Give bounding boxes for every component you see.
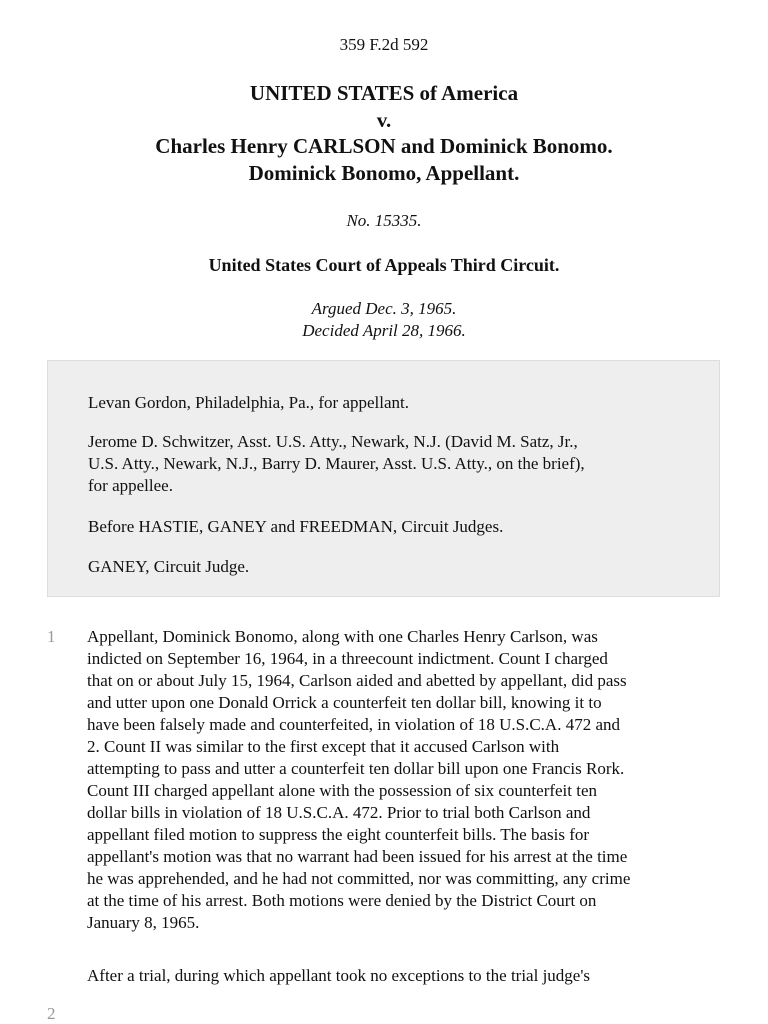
paragraph-number: 2 — [47, 1004, 56, 1023]
case-citation: 359 F.2d 592 — [339, 35, 429, 54]
paragraph-line: have been falsely made and counterfeited, in violation of 18 U.S.C.A. 472 and — [87, 715, 620, 734]
counsel-appellant: Levan Gordon, Philadelphia, Pa., for appellant. — [88, 393, 410, 412]
opinion-paragraph — [87, 626, 722, 934]
case-dates — [0, 298, 768, 342]
court-name: United States Court of Appeals Third Circuit. — [208, 255, 560, 275]
decided-date: Decided April 28, 1966. — [302, 321, 466, 340]
paragraph-line: January 8, 1965. — [87, 913, 200, 932]
paragraph-line: and utter upon one Donald Orrick a counterfeit ten dollar bill, knowing it to — [87, 693, 602, 712]
paragraph-line: indicted on September 16, 1964, in a threecount indictment. Count I charged — [87, 649, 608, 668]
docket-number: No. 15335. — [346, 211, 422, 230]
paragraph-line: he was apprehended, and he had not committed, nor was committing, any crime — [87, 869, 631, 888]
panel-judges: Before HASTIE, GANEY and FREEDMAN, Circuit Judges. — [88, 517, 504, 536]
paragraph-line: dollar bills in violation of 18 U.S.C.A. 472. Prior to trial both Carlson and — [87, 803, 591, 822]
counsel-appellee-line: Jerome D. Schwitzer, Asst. U.S. Atty., Newark, N.J. (David M. Satz, Jr., — [88, 432, 578, 451]
paragraph-line: at the time of his arrest. Both motions were denied by the District Court on — [87, 891, 597, 910]
paragraph-line: 2. Count II was similar to the first except that it accused Carlson with — [87, 737, 560, 756]
caption-versus: v. — [376, 107, 392, 132]
paragraph-number: 1 — [47, 627, 56, 646]
paragraph-line: appellant's motion was that no warrant had been issued for his arrest at the time — [87, 847, 628, 866]
paragraph-line: Appellant, Dominick Bonomo, along with one Charles Henry Carlson, was — [87, 627, 598, 646]
paragraph-line: After a trial, during which appellant took no exceptions to the trial judge's — [87, 966, 591, 985]
paragraph-line: Count III charged appellant alone with the possession of six counterfeit ten — [87, 781, 598, 800]
counsel-info-box — [47, 360, 720, 597]
counsel-appellee-line: U.S. Atty., Newark, N.J., Barry D. Maurer, Asst. U.S. Atty., on the brief), — [88, 454, 585, 473]
paragraph-line: attempting to pass and utter a counterfeit ten dollar bill upon one Francis Rork. — [87, 759, 625, 778]
opinion-author: GANEY, Circuit Judge. — [88, 557, 250, 576]
counsel-appellee-line: for appellee. — [88, 476, 173, 495]
paragraph-line: that on or about July 15, 1964, Carlson aided and abetted by appellant, did pass — [87, 671, 627, 690]
opinion-paragraph — [87, 965, 722, 987]
caption-defendants: Charles Henry CARLSON and Dominick Bonomo. — [155, 134, 613, 158]
caption-plaintiff: UNITED STATES of America — [249, 81, 519, 105]
counsel-appellee — [88, 431, 688, 497]
paragraph-line: appellant filed motion to suppress the eight counterfeit bills. The basis for — [87, 825, 590, 844]
case-caption — [0, 80, 768, 186]
argued-date: Argued Dec. 3, 1965. — [311, 299, 457, 318]
caption-appellant: Dominick Bonomo, Appellant. — [248, 160, 520, 185]
